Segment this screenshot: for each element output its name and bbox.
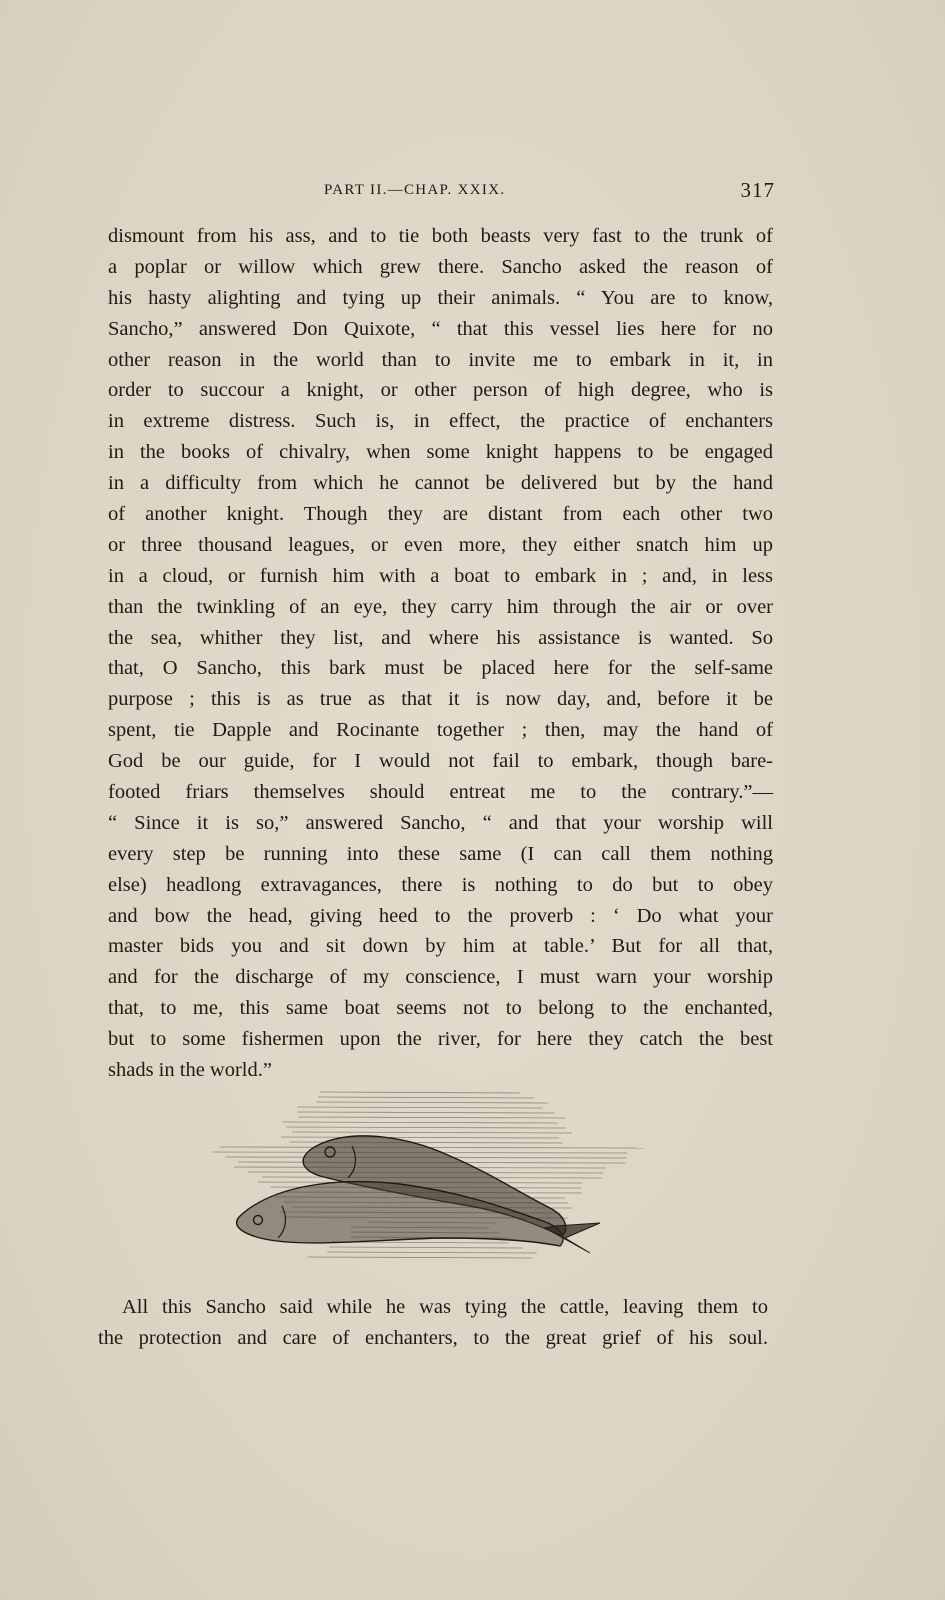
- text-line: order to succour a knight, or other person of high degree, who is: [108, 379, 773, 402]
- hatch-line: [283, 1122, 558, 1123]
- text-line: his hasty alighting and tying up their animals. “ You are to know,: [108, 286, 773, 309]
- text-line: else) headlong extravagances, there is nothing to do but to obey: [108, 873, 773, 896]
- text-line: in a cloud, or furnish him with a boat to embark in ; and, in less: [108, 564, 773, 587]
- text-line: the sea, whither they list, and where his assistance is wanted. So: [108, 626, 773, 649]
- running-title: PART II.—CHAP. XXIX.: [324, 182, 506, 198]
- text-line: purpose ; this is as true as that it is now day, and, before it be: [108, 688, 773, 711]
- body-text: [108, 221, 773, 1086]
- hatch-line: [297, 1112, 554, 1113]
- text-line: other reason in the world than to invite me to embark in it, in: [108, 348, 773, 371]
- text-line: in a difficulty from which he cannot be delivered but by the hand: [108, 472, 773, 495]
- fish-engraving: [170, 1088, 680, 1288]
- text-line: that, O Sancho, this bark must be placed here for the self-same: [108, 657, 773, 680]
- hatch-line: [298, 1117, 565, 1118]
- text-line: dismount from his ass, and to tie both beasts very fast to the trunk of: [108, 225, 773, 247]
- running-head: [110, 178, 775, 208]
- text-line: every step be running into these same (I can call them nothing: [108, 842, 773, 865]
- text-line: footed friars themselves should entreat me to the contrary.”—: [108, 781, 773, 804]
- text-line: “ Since it is so,” answered Sancho, “ and that your worship will: [108, 811, 773, 834]
- fish-illustration-svg: [170, 1088, 680, 1288]
- closing-paragraph: [98, 1292, 768, 1354]
- hatch-line: [297, 1107, 542, 1108]
- hatch-line: [329, 1247, 522, 1248]
- text-line: spent, tie Dapple and Rocinante together ; then, may the hand of: [108, 719, 773, 742]
- text-line: but to some fishermen upon the river, for here they catch the best: [108, 1028, 773, 1051]
- hatch-line: [281, 1137, 559, 1138]
- hatch-line: [292, 1132, 572, 1133]
- text-line: All this Sancho said while he was tying the cattle, leaving them to: [122, 1296, 768, 1318]
- text-line: Sancho,” answered Don Quixote, “ that this vessel lies here for no: [108, 317, 773, 340]
- text-line: of another knight. Though they are distant from each other two: [108, 503, 773, 526]
- hatch-line: [308, 1257, 533, 1258]
- page-number: 317: [740, 178, 775, 202]
- hatch-line: [320, 1092, 520, 1093]
- text-line: or three thousand leagues, or even more, they either snatch him up: [108, 533, 773, 556]
- text-line: shads in the world.”: [108, 1059, 272, 1082]
- hatch-line: [287, 1127, 566, 1128]
- text-line: the protection and care of enchanters, to the great grief of his soul.: [98, 1327, 768, 1349]
- hatch-line: [318, 1097, 534, 1098]
- text-line: and bow the head, giving heed to the proverb : ‘ Do what your: [108, 904, 773, 927]
- text-line: in the books of chivalry, when some knight happens to be engaged: [108, 441, 773, 464]
- text-line: God be our guide, for I would not fail to embark, though bare-: [108, 750, 773, 773]
- hatch-line: [316, 1102, 547, 1103]
- text-line: in extreme distress. Such is, in effect, the practice of enchanters: [108, 410, 773, 433]
- text-line: a poplar or willow which grew there. Sancho asked the reason of: [108, 255, 773, 278]
- text-line: that, to me, this same boat seems not to belong to the enchanted,: [108, 997, 773, 1020]
- text-line: master bids you and sit down by him at table.’ But for all that,: [108, 935, 773, 958]
- text-line: and for the discharge of my conscience, I must warn your worship: [108, 966, 773, 989]
- text-line: than the twinkling of an eye, they carry him through the air or over: [108, 595, 773, 618]
- hatch-line: [327, 1252, 536, 1253]
